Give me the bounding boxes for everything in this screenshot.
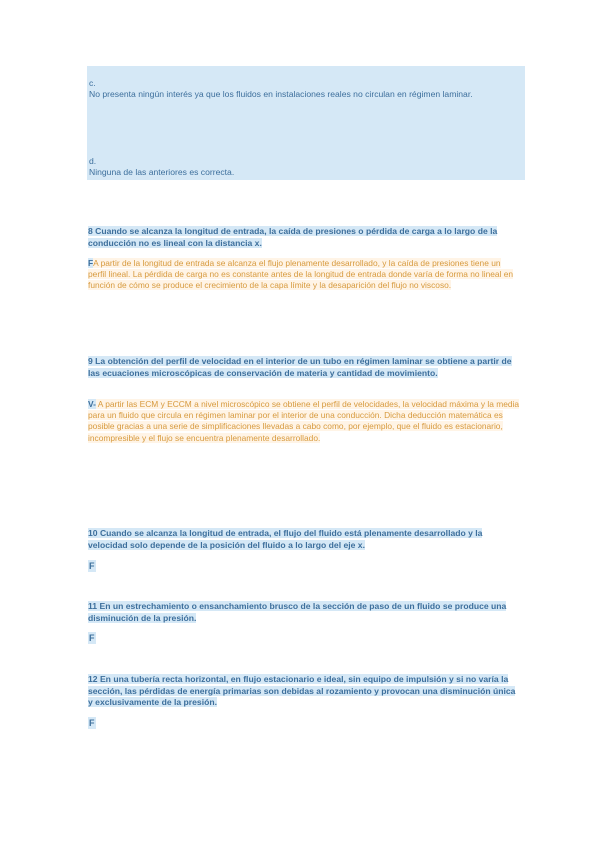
answer-8-tag: F (88, 258, 94, 268)
question-12-text: 12 En una tubería recta horizontal, en flujo estacionario e ideal, sin equipo de impulsión y si no varía la sección, las pérdidas de energía primarias son debidas al rozamiento y provocan una disminución única y exclusivamente de la presión. (88, 674, 516, 707)
question-9-text: 9 La obtención del perfil de velocidad en el interior de un tubo en régimen laminar se obtiene a partir de las ecuaciones microscópicas de conservación de materia y cantidad de movimiento. (88, 356, 512, 378)
option-d[interactable] (87, 154, 525, 180)
option-d-text: Ninguna de las anteriores es correcta. (89, 167, 235, 177)
option-c-letter: c. (89, 78, 96, 88)
question-11 (88, 601, 520, 624)
question-8 (88, 226, 520, 249)
answer-8 (88, 258, 520, 292)
question-11-text: 11 En un estrechamiento o ensanchamiento brusco de la sección de paso de un fluido se produce una disminución de la presión. (88, 601, 507, 623)
question-9 (88, 356, 520, 379)
question-8-text: 8 Cuando se alcanza la longitud de entrada, la caída de presiones o pérdida de carga a lo largo de la conducción no es lineal con la distancia x. (88, 226, 498, 248)
option-c-text: No presenta ningún interés ya que los fluidos en instalaciones reales no circulan en régimen laminar. (89, 89, 473, 99)
question-10 (88, 528, 520, 551)
answer-10: F (89, 561, 95, 571)
answer-9-tag: V- (88, 399, 96, 409)
answer-9 (88, 399, 520, 444)
option-d-letter: d. (89, 156, 97, 166)
answer-11: F (89, 633, 95, 643)
question-12 (88, 674, 520, 709)
answer-9-text: A partir las ECM y ECCM a nivel microscópico se obtiene el perfil de velocidades, la velocidad máxima y la media para un fluido que circula en régimen laminar por el interior de una conducción. Dicha deducción matemática es posible gracias a una serie de simplificaciones llevadas a cabo como, por ejemplo, que el fluido es estacionario, incompresible y el flujo se encuentra plenamente desarrollado. (88, 399, 520, 443)
answer-8-text: A partir de la longitud de entrada se alcanza el flujo plenamente desarrollado, y la caída de presiones tiene un perfil lineal. La pérdida de carga no es constante antes de la longitud de entrada donde varía de forma no lineal en función de cómo se produce el crecimiento de la capa límite y la desaparición del flujo no viscoso. (88, 258, 514, 291)
answer-12: F (89, 718, 95, 728)
question-10-text: 10 Cuando se alcanza la longitud de entrada, el flujo del fluido está plenamente desarrollado y la velocidad solo depende de la posición del fluido a lo largo del eje x. (88, 528, 483, 550)
